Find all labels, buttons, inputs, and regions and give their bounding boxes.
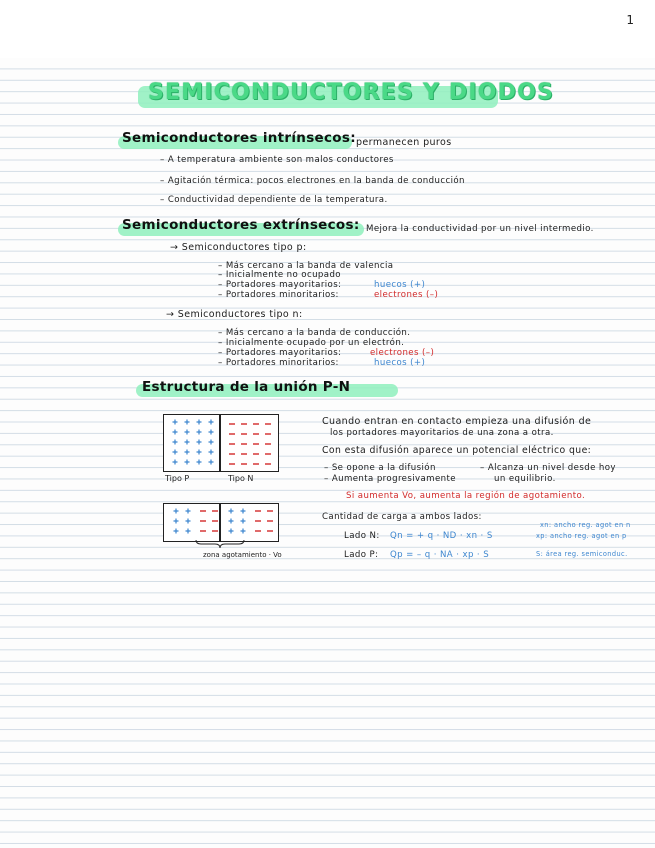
positive-charge-mark bbox=[174, 519, 179, 524]
positive-charge-mark bbox=[186, 529, 191, 534]
type-p-majority-value: huecos (+) bbox=[374, 280, 426, 290]
pn-text: Cuando entran en contacto empieza una difusión de bbox=[322, 416, 592, 427]
type-p-label: → Semiconductores tipo p: bbox=[170, 242, 307, 253]
type-n-majority-value: electrones (–) bbox=[370, 348, 435, 358]
label-depletion-zone: zona agotamiento · Vo bbox=[203, 551, 282, 559]
pn-text: un equilibrio. bbox=[494, 474, 556, 484]
intrinsic-bullet: – Conductividad dependiente de la temperatura. bbox=[160, 195, 388, 205]
positive-charge-mark bbox=[186, 519, 191, 524]
type-p-line: – Más cercano a la banda de valencia bbox=[218, 261, 394, 271]
charge-title: Cantidad de carga a ambos lados: bbox=[322, 512, 482, 522]
positive-charge-mark bbox=[186, 509, 191, 514]
pn-red-note: Si aumenta Vo, aumenta la región de agotamiento. bbox=[346, 491, 586, 501]
type-p-line: – Portadores minoritarios: bbox=[218, 290, 339, 300]
positive-charge-mark bbox=[209, 450, 214, 455]
type-n-minority-value: huecos (+) bbox=[374, 358, 426, 368]
depletion-brace bbox=[196, 540, 244, 548]
page-title: SEMICONDUCTORES Y DIODOS bbox=[148, 80, 555, 105]
type-n-line: – Inicialmente ocupado por un electrón. bbox=[218, 338, 405, 348]
page-number: 1 bbox=[626, 13, 634, 27]
side-p-label: Lado P: bbox=[344, 550, 379, 560]
positive-charge-mark bbox=[241, 519, 246, 524]
positive-charge-mark bbox=[173, 460, 178, 465]
positive-charge-mark bbox=[209, 460, 214, 465]
note-s: S: área reg. semiconduc. bbox=[536, 550, 628, 558]
type-n-line: – Portadores minoritarios: bbox=[218, 358, 339, 368]
type-n-line: – Más cercano a la banda de conducción. bbox=[218, 328, 411, 338]
positive-charge-mark bbox=[229, 509, 234, 514]
positive-charge-mark bbox=[197, 440, 202, 445]
side-n-label: Lado N: bbox=[344, 531, 380, 541]
positive-charge-mark bbox=[209, 420, 214, 425]
positive-charge-mark bbox=[197, 450, 202, 455]
positive-charge-mark bbox=[174, 509, 179, 514]
positive-charge-mark bbox=[241, 509, 246, 514]
label-type-p: Tipo P bbox=[165, 474, 190, 483]
heading-extrinsic: Semiconductores extrínsecos: bbox=[122, 217, 360, 233]
heading-extrinsic-tail: Mejora la conductividad por un nivel intermedio. bbox=[366, 224, 594, 234]
positive-charge-mark bbox=[229, 529, 234, 534]
type-p-minority-value: electrones (–) bbox=[374, 290, 439, 300]
pn-text: – Alcanza un nivel desde hoy bbox=[480, 463, 616, 473]
pn-text: los portadores mayoritarios de una zona a otra. bbox=[330, 428, 554, 438]
heading-intrinsic: Semiconductores intrínsecos: bbox=[122, 130, 356, 146]
positive-charge-mark bbox=[209, 440, 214, 445]
type-n-line: – Portadores mayoritarios: bbox=[218, 348, 342, 358]
positive-charge-mark bbox=[185, 450, 190, 455]
intrinsic-bullet: – Agitación térmica: pocos electrones en la banda de conducción bbox=[160, 176, 465, 186]
label-type-n: Tipo N bbox=[228, 474, 254, 483]
type-n-label: → Semiconductores tipo n: bbox=[166, 309, 303, 320]
positive-charge-mark bbox=[173, 430, 178, 435]
positive-charge-mark bbox=[185, 460, 190, 465]
type-p-line: – Portadores mayoritarios: bbox=[218, 280, 342, 290]
heading-pn-junction: Estructura de la unión P-N bbox=[142, 379, 351, 395]
heading-intrinsic-tail: permanecen puros bbox=[356, 137, 452, 148]
pn-text: – Aumenta progresivamente bbox=[324, 474, 456, 484]
positive-charge-mark bbox=[241, 529, 246, 534]
pn-text: – Se opone a la difusión bbox=[324, 463, 436, 473]
pn-text: Con esta difusión aparece un potencial eléctrico que: bbox=[322, 445, 592, 456]
side-n-formula: Qn = + q · ND · xn · S bbox=[390, 531, 493, 541]
positive-charge-mark bbox=[185, 420, 190, 425]
positive-charge-mark bbox=[173, 420, 178, 425]
positive-charge-mark bbox=[173, 450, 178, 455]
positive-charge-mark bbox=[229, 519, 234, 524]
note-xp: xp: ancho reg. agot en p bbox=[536, 532, 627, 540]
positive-charge-mark bbox=[197, 420, 202, 425]
positive-charge-mark bbox=[197, 460, 202, 465]
positive-charge-mark bbox=[174, 529, 179, 534]
note-xn: xn: ancho reg. agot en n bbox=[540, 521, 631, 529]
positive-charge-mark bbox=[209, 430, 214, 435]
side-p-formula: Qp = – q · NA · xp · S bbox=[390, 550, 490, 560]
positive-charge-mark bbox=[185, 440, 190, 445]
positive-charge-mark bbox=[173, 440, 178, 445]
positive-charge-mark bbox=[185, 430, 190, 435]
intrinsic-bullet: – A temperatura ambiente son malos conductores bbox=[160, 155, 394, 165]
positive-charge-mark bbox=[197, 430, 202, 435]
type-p-line: – Inicialmente no ocupado bbox=[218, 270, 341, 280]
